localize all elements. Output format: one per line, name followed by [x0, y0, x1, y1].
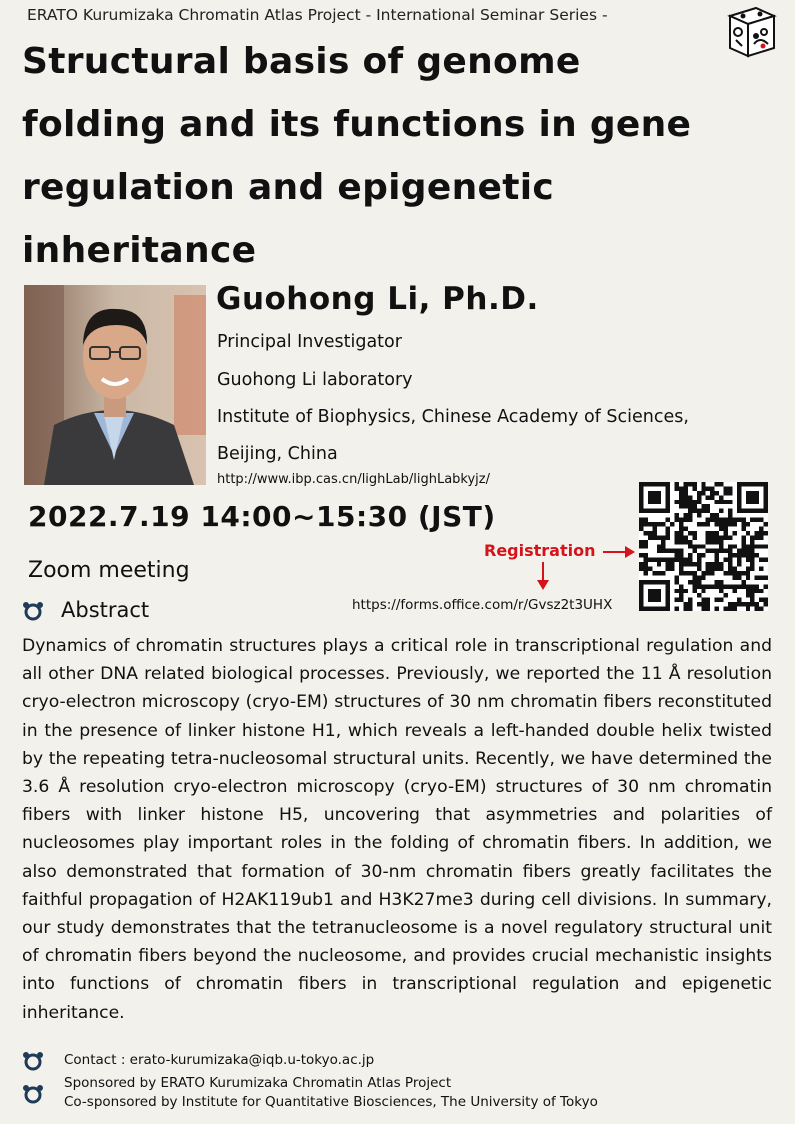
qr-finder-pattern [648, 589, 661, 602]
speaker-name: Guohong Li, Ph.D. [216, 281, 539, 317]
registration-link[interactable]: https://forms.office.com/r/Gvsz2t3UHX [352, 597, 613, 613]
headphone-bullet-icon [22, 1050, 44, 1072]
qr-code[interactable] [639, 482, 768, 611]
title-line: inheritance [22, 230, 257, 271]
event-venue: Zoom meeting [28, 558, 190, 583]
qr-finder-pattern [746, 491, 759, 504]
speaker-city: Beijing, China [217, 444, 338, 464]
speaker-role: Principal Investigator [217, 332, 402, 352]
speaker-institute: Institute of Biophysics, Chinese Academy of Sciences, [217, 407, 689, 427]
headphone-bullet-icon [22, 600, 44, 622]
abstract-heading: Abstract [61, 598, 150, 622]
title-line: folding and its functions in gene [22, 104, 692, 145]
headphone-bullet-icon [22, 1083, 44, 1105]
qr-finder-pattern [648, 491, 661, 504]
event-datetime: 2022.7.19 14:00~15:30 (JST) [28, 500, 496, 533]
title-line: regulation and epigenetic [22, 167, 555, 208]
series-label: ERATO Kurumizaka Chromatin Atlas Project - International Seminar Series - [27, 6, 608, 24]
arrow-down-icon [535, 562, 551, 590]
seminar-title [22, 30, 782, 282]
contact-info: Contact : erato-kurumizaka@iqb.u-tokyo.ac.jp [64, 1052, 375, 1068]
speaker-lab: Guohong Li laboratory [217, 370, 413, 390]
arrow-right-icon [603, 544, 635, 560]
title-line: Structural basis of genome [22, 41, 581, 82]
speaker-lab-link[interactable]: http://www.ibp.cas.cn/lighLab/lighLabkyjz/ [217, 472, 490, 487]
cosponsor-info: Co-sponsored by Institute for Quantitative Biosciences, The University of Tokyo [64, 1094, 598, 1110]
sponsor-info: Sponsored by ERATO Kurumizaka Chromatin Atlas Project [64, 1075, 452, 1091]
speaker-photo [24, 285, 206, 485]
abstract-text: Dynamics of chromatin structures plays a critical role in transcriptional regulation and all other DNA related biological processes. Previously, we reported the 11 Å resolution cryo-electron microscopy (cryo-EM) structures of 30 nm chromatin fibers reconstituted in the presence of linker histone H1, which reveals a left-handed double helix twisted by the repeating tetra-nucleosomal structural units. Recently, we have determined the 3.6 Å resolution cryo-electron microscopy (cryo-EM) structures of 30 nm chromatin fibers with linker histone H5, uncovering that asymmetries and polarities of nucleosomes play important roles in the folding of chromatin fibers. In addition, we also demonstrated that formation of 30-nm chromatin fibers greatly facilitates the faithful propagation of H2AK119ub1 and H3K27me3 during cell divisions. In summary, our study demonstrates that the tetranucleosome is a novel regulatory structural unit of chromatin fibers beyond the nucleosome, and provides crucial mechanistic insights into functions of chromatin fibers in transcriptional regulation and epigenetic inheritance. [22, 636, 772, 1023]
registration-label: Registration [484, 541, 596, 560]
